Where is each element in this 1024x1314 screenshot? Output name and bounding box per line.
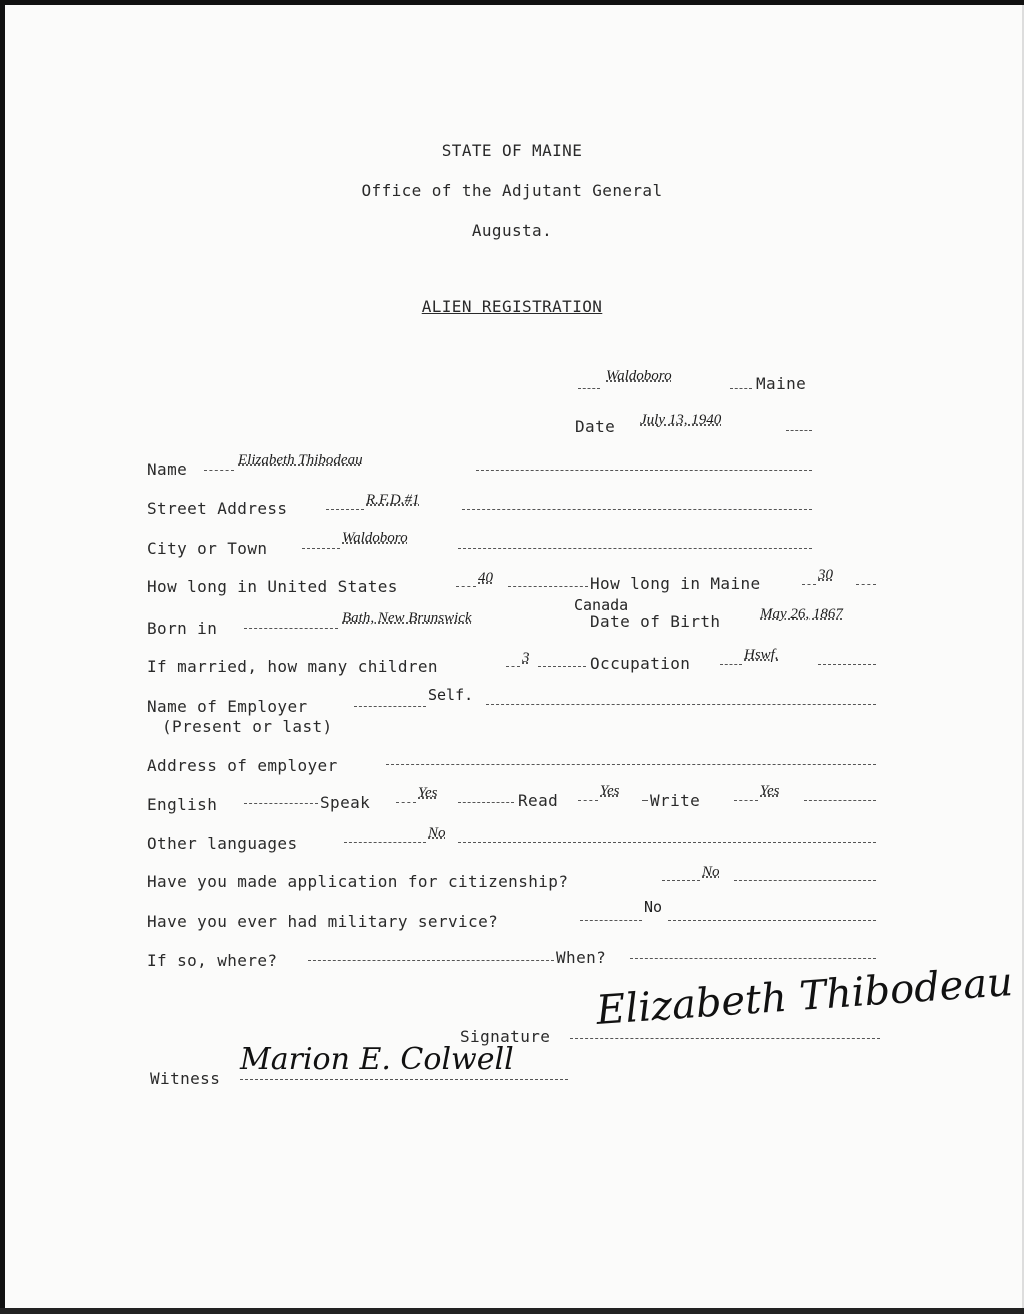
write-label: Write — [650, 791, 701, 810]
when-line — [630, 958, 876, 959]
other-languages-leader — [344, 842, 426, 843]
employer-label: Name of Employer — [147, 697, 308, 716]
when-label: When? — [556, 948, 607, 967]
us-years-leader — [456, 586, 476, 587]
witness-line — [240, 1079, 568, 1080]
employer-leader — [354, 706, 426, 707]
read-leader — [578, 800, 598, 801]
dob-value: May 26, 1867 — [760, 606, 843, 622]
read-label: Read — [518, 791, 559, 810]
children-label: If married, how many children — [147, 657, 438, 676]
employer-address-line — [386, 764, 876, 765]
citizenship-trailer — [734, 880, 876, 881]
employer-sublabel: (Present or last) — [162, 717, 333, 736]
place-state: Maine — [756, 374, 807, 393]
military-trailer — [668, 920, 876, 921]
place-trailer — [730, 388, 752, 389]
street-trailer — [462, 509, 812, 510]
street-value: R.F.D.#1 — [366, 492, 420, 508]
city-value: Waldoboro — [342, 530, 408, 546]
city-label: City or Town — [147, 539, 268, 558]
name-value: Elizabeth Thibodeau — [238, 452, 363, 468]
born-leader — [244, 628, 338, 629]
born-country: Canada — [574, 596, 629, 614]
us-years-trailer — [508, 586, 588, 587]
city-leader — [302, 548, 340, 549]
signature-line — [570, 1038, 880, 1039]
children-trailer — [538, 666, 586, 667]
speak-value: Yes — [418, 785, 438, 801]
dob-label: Date of Birth — [590, 612, 721, 631]
maine-years-leader — [802, 584, 816, 585]
street-label: Street Address — [147, 499, 288, 518]
occupation-value: Hswf. — [744, 647, 779, 663]
us-years-label: How long in United States — [147, 577, 398, 596]
military-value: No — [644, 898, 663, 916]
where-label: If so, where? — [147, 951, 278, 970]
citizenship-value: No — [702, 864, 720, 880]
children-value: 3 — [522, 650, 530, 666]
city-trailer — [458, 548, 812, 549]
english-label: English — [147, 795, 218, 814]
other-languages-value: No — [428, 825, 446, 841]
other-languages-label: Other languages — [147, 834, 298, 853]
signature-label: Signature — [460, 1027, 551, 1046]
write-trailer — [804, 800, 876, 801]
name-leader — [204, 470, 234, 471]
born-label: Born in — [147, 619, 218, 638]
children-leader — [506, 666, 520, 667]
speak-trailer — [458, 802, 514, 803]
witness-value: Marion E. Colwell — [240, 1042, 514, 1077]
military-label: Have you ever had military service? — [147, 912, 499, 931]
maine-years-trailer — [856, 584, 876, 585]
street-leader — [326, 509, 364, 510]
employer-value: Self. — [428, 686, 474, 704]
name-label: Name — [147, 460, 188, 479]
speak-leader — [396, 802, 416, 803]
form-title: ALIEN REGISTRATION — [421, 297, 603, 316]
occupation-trailer — [818, 664, 876, 665]
date-label: Date — [575, 417, 616, 436]
witness-label: Witness — [150, 1069, 221, 1088]
signature-value: Elizabeth Thibodeau — [594, 958, 1015, 1034]
military-leader — [580, 920, 642, 921]
occupation-leader — [720, 664, 742, 665]
english-leader — [244, 803, 318, 804]
write-leader — [734, 800, 758, 801]
maine-years-label: How long in Maine — [590, 574, 761, 593]
employer-address-label: Address of employer — [147, 756, 338, 775]
citizenship-leader — [662, 880, 700, 881]
born-value: Bath, New Brunswick — [342, 610, 472, 626]
header-city: Augusta. — [471, 221, 553, 240]
speak-label: Speak — [320, 793, 371, 812]
citizenship-label: Have you made application for citizenship? — [147, 872, 569, 891]
place-town-value: Waldoboro — [606, 368, 672, 384]
header-state: STATE OF MAINE — [441, 141, 583, 160]
where-line — [308, 960, 554, 961]
header-office: Office of the Adjutant General — [361, 181, 663, 200]
write-value: Yes — [760, 783, 780, 799]
occupation-label: Occupation — [590, 654, 691, 673]
read-value: Yes — [600, 783, 620, 799]
date-trailer — [786, 430, 812, 431]
name-trailer — [476, 470, 812, 471]
maine-years-value: 30 — [818, 567, 833, 583]
read-trailer — [642, 800, 648, 801]
employer-trailer — [486, 704, 876, 705]
date-value: July 13, 1940 — [640, 412, 722, 428]
us-years-value: 40 — [478, 570, 493, 586]
other-languages-trailer — [458, 842, 876, 843]
place-leader — [578, 388, 600, 389]
